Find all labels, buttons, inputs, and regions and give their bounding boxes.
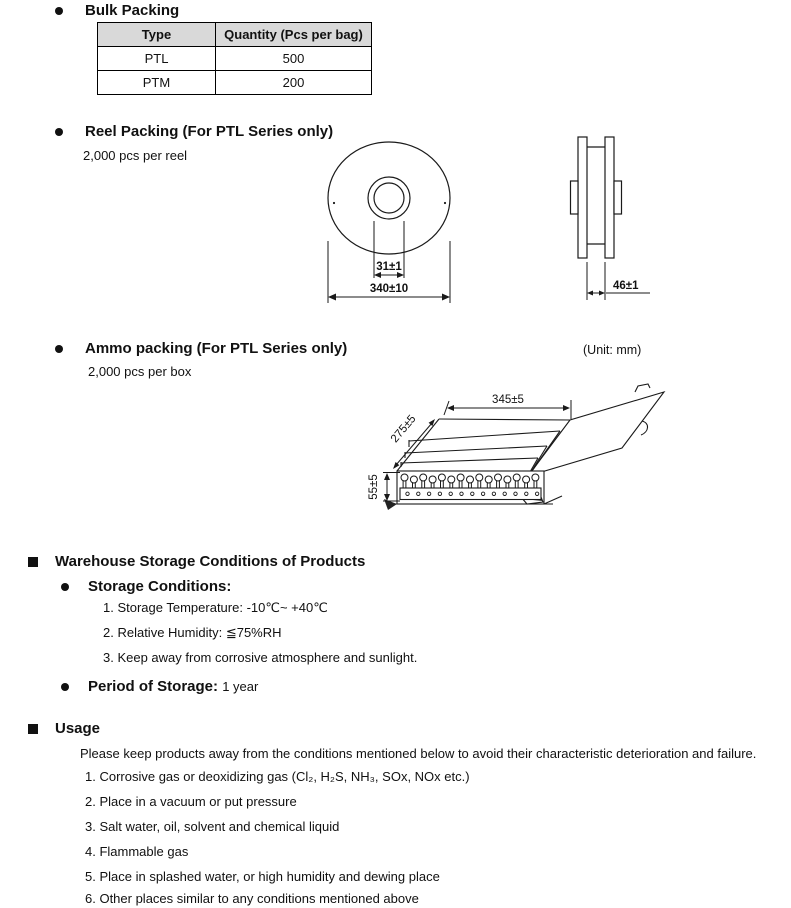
usage-intro: Please keep products away from the conditions mentioned below to avoid their characteristic deterioration and failure. [80, 746, 757, 761]
table-row [98, 47, 372, 71]
section-title: Ammo packing (For PTL Series only) [85, 340, 348, 357]
usage-item: 2. Place in a vacuum or put pressure [85, 794, 297, 809]
table-row [98, 71, 372, 95]
reel-packing-note: 2,000 pcs per reel [83, 148, 188, 163]
col-header-quantity: Quantity (Pcs per bag) [216, 23, 372, 47]
period-of-storage-row [61, 678, 258, 696]
square-bullet-icon [28, 724, 38, 734]
usage-item: 4. Flammable gas [85, 844, 189, 859]
ammo-box-diagram [368, 382, 680, 518]
cell-quantity: 500 [216, 47, 372, 71]
period-value: 1 year [222, 679, 259, 694]
warehouse-heading [28, 553, 365, 571]
bullet-icon [55, 345, 63, 353]
usage-item: 3. Salt water, oil, solvent and chemical liquid [85, 819, 340, 834]
dim-length-label: 345±5 [492, 394, 524, 406]
cell-type: PTM [98, 71, 216, 95]
reel-side-view [571, 137, 622, 258]
bullet-icon [55, 128, 63, 136]
section-title: Warehouse Storage Conditions of Products [55, 553, 366, 570]
table-header-row [98, 23, 372, 47]
dim-reel-width-label: 46±1 [613, 280, 639, 292]
reel-packing-heading [55, 123, 333, 141]
dim-hub-hole-label: 31±1 [376, 261, 402, 273]
square-bullet-icon [28, 557, 38, 567]
bulk-packing-heading [55, 2, 179, 20]
storage-condition-item: 1. Storage Temperature: -10℃~ +40℃ [103, 600, 328, 615]
bullet-icon [61, 583, 69, 591]
dim-depth-label: 275±5 [388, 412, 419, 446]
usage-item: 5. Place in splashed water, or high humidity and dewing place [85, 869, 440, 884]
bullet-icon [61, 683, 69, 691]
reel-diagram [315, 130, 660, 310]
ammo-packing-note: 2,000 pcs per box [88, 364, 192, 379]
cell-quantity: 200 [216, 71, 372, 95]
section-title: Reel Packing (For PTL Series only) [85, 123, 334, 140]
dim-outer-diameter-label: 340±10 [369, 283, 409, 295]
box-lid [528, 384, 664, 476]
subsection-title: Storage Conditions: [88, 578, 232, 595]
usage-item: 1. Corrosive gas or deoxidizing gas (Cl₂, H₂S, NH₃, SOx, NOx etc.) [85, 769, 470, 784]
section-title: Usage [55, 720, 101, 737]
cell-type: PTL [98, 47, 216, 71]
col-header-type: Type [98, 23, 216, 47]
reel-front-view [328, 142, 450, 254]
section-title: Bulk Packing [85, 2, 180, 19]
bulk-packing-table [97, 22, 372, 95]
dim-height-label: 55±5 [368, 474, 380, 500]
ammo-packing-heading [55, 340, 347, 358]
usage-heading [28, 720, 100, 738]
unit-note: (Unit: mm) [583, 343, 642, 357]
storage-condition-item: 2. Relative Humidity: ≦75%RH [103, 625, 282, 640]
bullet-icon [55, 7, 63, 15]
storage-condition-item: 3. Keep away from corrosive atmosphere and sunlight. [103, 650, 418, 665]
period-label: Period of Storage: 1 year [88, 678, 259, 695]
storage-conditions-heading [61, 578, 231, 596]
usage-item: 6. Other places similar to any conditions mentioned above [85, 891, 419, 906]
